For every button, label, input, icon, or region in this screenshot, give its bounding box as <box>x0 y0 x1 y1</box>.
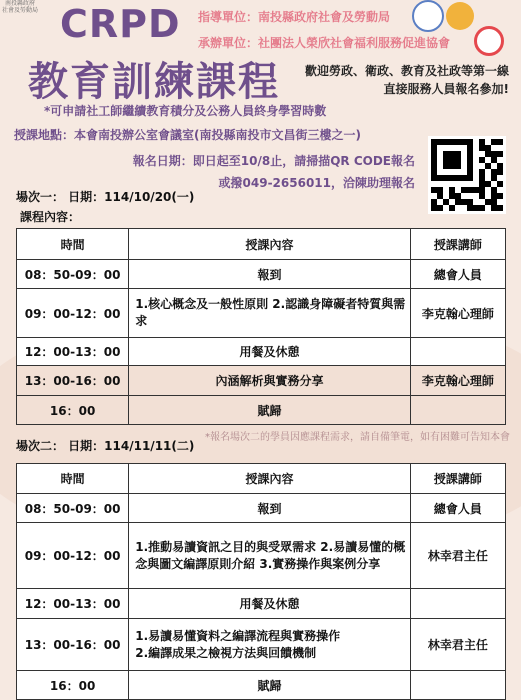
government-logo-text: 南投縣政府 社會及勞動局 <box>1 0 38 14</box>
co-organizer: 承辦單位：社團法人榮欣社會福利服務促進協會 <box>198 36 451 50</box>
header-time: 時間 <box>17 229 129 260</box>
table-row: 12：00-13：00 用餐及休憩 <box>17 338 506 366</box>
registration-text: 報名日期：即日起至10/8止，請掃描QR CODE報名 或撥049-2656011，洽陳助理報名 <box>132 154 415 190</box>
table-row: 12：00-13：00 用餐及休憩 <box>17 589 506 619</box>
government-logo-icon <box>412 0 444 32</box>
table-row: 13：00-16：00 1.易讀易懂資料之編譯流程與實務操作 2.編譯成果之檢視方法與回饋機制 林幸君主任 <box>17 619 506 671</box>
table-row: 13：00-16：00 內涵解析與實務分享 李克翰心理師 <box>17 366 506 396</box>
organizer: 指導單位：南投縣政府社會及勞動局 <box>198 10 391 24</box>
table-row: 16：00 賦歸 <box>17 671 506 700</box>
header-content: 授課內容 <box>129 229 411 260</box>
location-text: 授課地點：本會南投辦公室會議室(南投縣南投市文昌街三樓之一) <box>14 128 361 142</box>
table-row: 09：00-12：00 1.推動易讀資訊之目的與受眾需求 2.易讀易懂的概念與圖文編譯原則介紹 3.實務操作與案例分享 林幸君主任 <box>17 523 506 589</box>
session1-table <box>16 228 506 425</box>
qr-code-icon[interactable] <box>428 136 506 214</box>
title-en: CRPD <box>60 2 181 46</box>
table-row: 16：00 賦歸 <box>17 396 506 425</box>
credit-note: *可申請社工師繼續教育積分及公務人員終身學習時數 <box>44 104 327 118</box>
association-logo-icon <box>446 2 474 30</box>
title-zh: 教育訓練課程 <box>28 59 280 105</box>
session1-content-label: 課程內容： <box>20 210 81 224</box>
header-teacher: 授課講師 <box>410 229 505 260</box>
session1-title: 場次一： 日期：114/10/20(一) <box>16 190 195 204</box>
table-row: 09：00-12：00 1.核心概念及一般性原則 2.認識身障礙者特質與需求 李克翰心理師 <box>17 289 506 338</box>
header <box>0 0 521 190</box>
association-seal-icon <box>474 26 504 56</box>
header-content: 授課內容 <box>129 464 411 494</box>
session2-table <box>16 463 506 700</box>
session2-note: *報名場次二的學員因應課程需求，請自備筆電，如有困難可告知本會 <box>205 432 510 443</box>
table-row: 08：50-09：00 報到 總會人員 <box>17 494 506 523</box>
table-row: 08：50-09：00 報到 總會人員 <box>17 260 506 289</box>
header-teacher: 授課講師 <box>410 464 505 494</box>
header-time: 時間 <box>17 464 129 494</box>
session2-title: 場次二： 日期：114/11/11(二) <box>16 439 195 453</box>
welcome-text: 歡迎勞政、衛政、教育及社政等第一線 直接服務人員報名參加! <box>304 64 509 96</box>
